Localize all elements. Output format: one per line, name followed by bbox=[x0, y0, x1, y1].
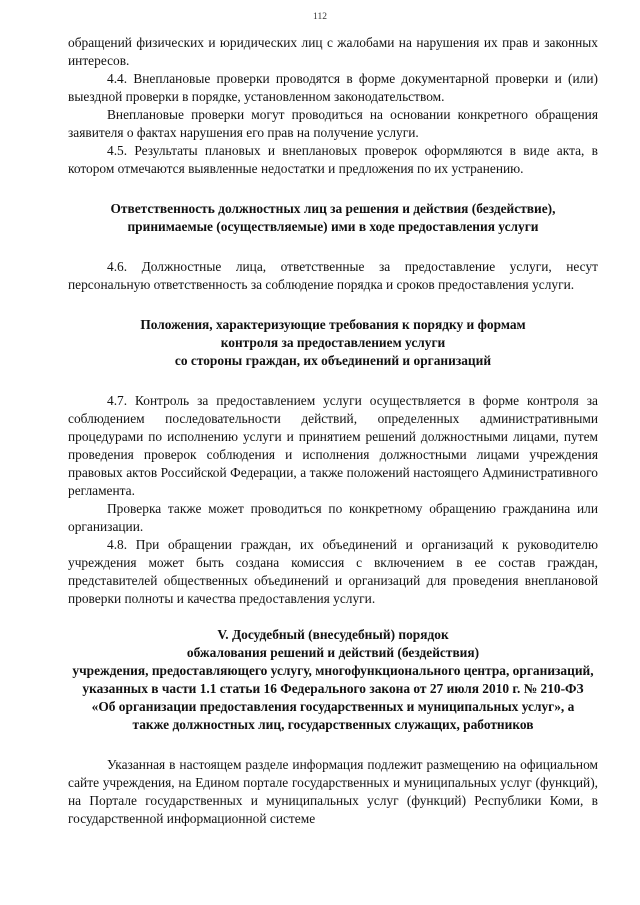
paragraph: 4.5. Результаты плановых и внеплановых проверок оформляются в виде акта, в котором отмечаются выявленные недостатки и предложения по их устранению. bbox=[68, 143, 598, 176]
section-heading-line: Положения, характеризующие требования к порядку и формам bbox=[140, 317, 526, 332]
paragraph: Указанная в настоящем разделе информация подлежит размещению на официальном сайте учреждения, на Едином портале государственных и муниципальных услуг (функций), на Портале государственных и муниципальных услуг (функций) Республики Коми, в государственной информационной системе bbox=[68, 757, 598, 826]
paragraph: 4.7. Контроль за предоставлением услуги осуществляется в форме контроля за соблюдением последовательности действий, определенных административными процедурами по исполнению услуги и принятием решений должностными лицами, путем проведения проверок соблюдения и исполнения должностными лицами учреждения правовых актов Российской Федерации, а также положений настоящего Административного регламента. bbox=[68, 393, 598, 498]
paragraph: 4.4. Внеплановые проверки проводятся в форме документарной проверки и (или) выездной проверки в порядке, установленном законодательством. bbox=[68, 71, 598, 104]
page-number: 112 bbox=[313, 12, 327, 22]
chapter-heading-line: обжалования решений и действий (бездействия) bbox=[186, 645, 480, 660]
paragraph: 4.6. Должностные лица, ответственные за предоставление услуги, несут персональную ответственность за соблюдение порядка и сроков предоставления услуги. bbox=[68, 259, 598, 292]
section-heading-line: со стороны граждан, их объединений и организаций bbox=[174, 353, 492, 368]
paragraph: Проверка также может проводиться по конкретному обращению гражданина или организации. bbox=[68, 501, 598, 534]
document-body bbox=[68, 34, 598, 828]
paragraph: Внеплановые проверки могут проводиться на основании конкретного обращения заявителя о фактах нарушения его прав на получение услуги. bbox=[68, 107, 598, 140]
section-heading-line: контроля за предоставлением услуги bbox=[220, 335, 446, 350]
paragraph: обращений физических и юридических лиц с жалобами на нарушения их прав и законных интересов. bbox=[68, 35, 598, 68]
chapter-heading-line: V. Досудебный (внесудебный) порядок bbox=[217, 627, 449, 642]
chapter-heading-line: учреждения, предоставляющего услугу, многофункционального центра, организаций, указанных в части 1.1 статьи 16 Федерального закона от 27 июля 2010 г. № 210-ФЗ «Об организации предоставления государственных и муниципальных услуг», а также должностных лиц, государственных служащих, работников bbox=[72, 663, 594, 732]
paragraph: 4.8. При обращении граждан, их объединений и организаций к руководителю учреждения может быть создана комиссия с включением в ее состав граждан, представителей общественных объединений и организаций для проведения внеплановой проверки полноты и качества предоставления услуги. bbox=[68, 537, 598, 606]
section-heading: Ответственность должностных лиц за решения и действия (бездействие), принимаемые (осуществляемые) ими в ходе предоставления услуги bbox=[110, 201, 556, 234]
